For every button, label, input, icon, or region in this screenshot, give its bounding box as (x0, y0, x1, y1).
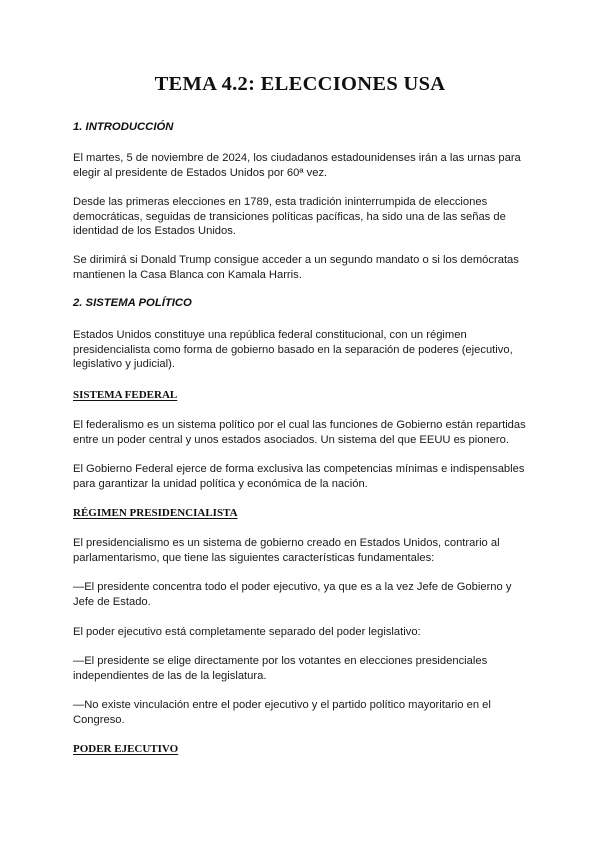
text-line: Desde las primeras elecciones en 1789, esta tradición ininterrumpida de elecciones (73, 196, 488, 208)
paragraph-presidencialismo-3 (73, 625, 543, 640)
text-line: Se dirimirá si Donald Trump consigue acceder a un segundo mandato o si los demócratas (73, 254, 519, 266)
text-line: mantienen la Casa Blanca con Kamala Harris. (73, 268, 302, 281)
text-line: El martes, 5 de noviembre de 2024, los ciudadanos estadounidenses irán a las urnas para (73, 152, 521, 164)
text-line: independientes de las de la legislatura. (73, 669, 267, 682)
text-line: El federalismo es un sistema político por el cual las funciones de Gobierno están repartidas (73, 419, 526, 431)
text-line: Jefe de Estado. (73, 595, 151, 608)
text-line: democráticas, seguidas de transiciones políticas pacíficas, ha sido una de las señas de (73, 210, 506, 223)
text-line: —No existe vinculación entre el poder ejecutivo y el partido político mayoritario en el (73, 699, 491, 711)
text-line: El presidencialismo es un sistema de gobierno creado en Estados Unidos, contrario al (73, 537, 500, 549)
paragraph-presidencialismo-1 (73, 536, 543, 565)
paragraph-presidencialismo-2 (73, 580, 543, 609)
paragraph-federal-2 (73, 462, 543, 491)
text-line: para garantizar la unidad política y económica de la nación. (73, 477, 368, 490)
text-line: elegir al presidente de Estados Unidos por 60ª vez. (73, 166, 328, 179)
paragraph-presidencialismo-5 (73, 698, 543, 727)
document-title: TEMA 4.2: ELECCIONES USA (154, 73, 446, 95)
paragraph-sistema-politico (73, 328, 543, 372)
paragraph-intro-1 (73, 151, 543, 180)
text-line: El poder ejecutivo está completamente separado del poder legislativo: (73, 626, 421, 638)
text-line: presidencialista como forma de gobierno basado en la separación de poderes (ejecutivo, (73, 343, 513, 356)
text-line: —El presidente se elige directamente por los votantes en elecciones presidenciales (73, 655, 488, 667)
paragraph-intro-2 (73, 195, 543, 239)
text-line: identidad de los Estados Unidos. (73, 225, 236, 237)
text-line: —El presidente concentra todo el poder ejecutivo, ya que es a la vez Jefe de Gobierno y (73, 581, 512, 593)
text-line: legislativo y judicial). (73, 358, 175, 370)
text-line: El Gobierno Federal ejerce de forma exclusiva las competencias mínimas e indispensables (73, 463, 525, 475)
section-heading-introduccion: 1. INTRODUCCIÓN (73, 121, 174, 133)
text-line: entre un poder central y unos estados asociados. Un sistema del que EEUU es pionero. (73, 433, 509, 446)
paragraph-intro-3 (73, 253, 543, 282)
text-line: Congreso. (73, 713, 125, 726)
section-heading-sistema-politico: 2. SISTEMA POLÍTICO (73, 297, 192, 309)
text-line: Estados Unidos constituye una república federal constitucional, con un régimen (73, 329, 467, 341)
subheading-regimen-presidencialista: RÉGIMEN PRESIDENCIALISTA (73, 507, 238, 519)
paragraph-federal-1 (73, 418, 543, 447)
paragraph-presidencialismo-4 (73, 654, 543, 683)
subheading-sistema-federal: SISTEMA FEDERAL (73, 389, 178, 401)
subheading-poder-ejecutivo: PODER EJECUTIVO (73, 743, 179, 755)
text-line: parlamentarismo, que tiene las siguientes características fundamentales: (73, 551, 435, 564)
